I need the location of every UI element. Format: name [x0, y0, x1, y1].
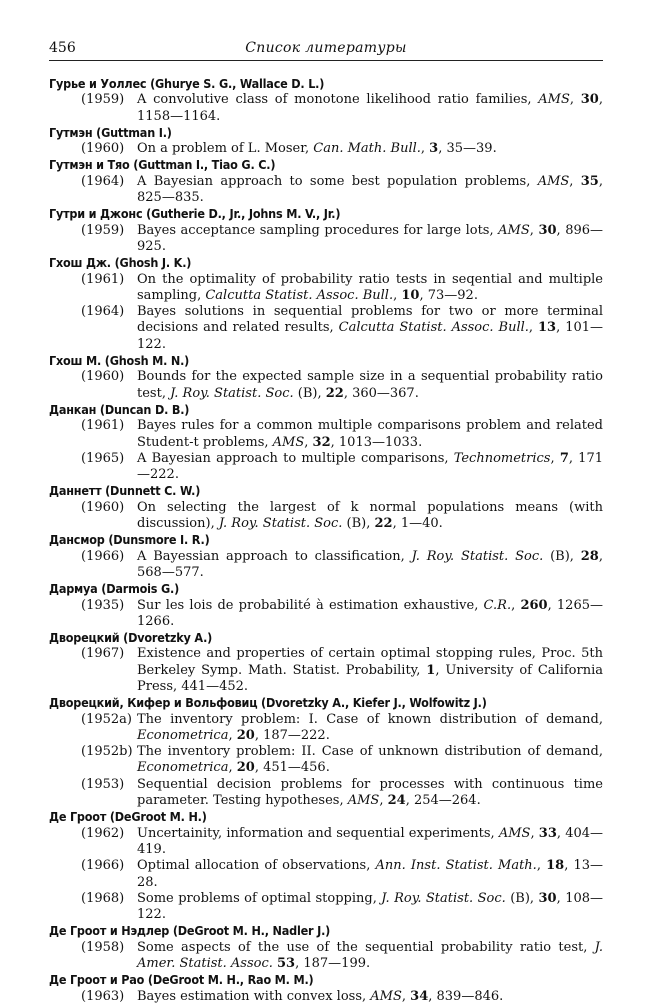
entry-separator: , [228, 760, 237, 776]
entry-pages: , 360—367. [343, 385, 419, 401]
entry-title: Some aspects of the use of the sequential probability ratio test, [137, 939, 595, 955]
entry-pages: , 1013—1033. [330, 434, 423, 450]
reference-author: Де Гроот (DeGroot M. H.) [49, 809, 207, 825]
entry-venue: Ann. Inst. Statist. Math. [375, 858, 537, 874]
entry-pages: , 451—456. [254, 760, 330, 776]
reference-entry [49, 598, 603, 631]
reference-author: Де Гроот и Нэдлер (DeGroot M. H., Nadler J.) [49, 923, 331, 939]
entry-year: (1961) [81, 271, 125, 287]
reference-block [49, 402, 603, 483]
entry-pages: , 171—222. [137, 450, 603, 483]
entry-year: (1958) [81, 939, 125, 955]
page-header [49, 38, 603, 61]
entry-pages: , 35—39. [438, 141, 497, 157]
entry-title: A convolutive class of monotone likelihood ratio families, [137, 92, 539, 108]
entry-year: (1965) [81, 450, 125, 466]
entry-pages: , 254—264. [405, 793, 481, 809]
entry-year: (1952a) [81, 711, 132, 727]
reference-entry [49, 549, 603, 582]
entry-venue: J. Roy. Statist. Soc. [381, 890, 506, 906]
entry-year: (1959) [81, 222, 125, 238]
entry-separator: , [393, 287, 402, 303]
entry-pages: , 839—846. [428, 988, 504, 1004]
entry-venue: C.R. [483, 597, 512, 613]
entry-venue: Calcutta Statist. Assoc. Bull. [338, 320, 529, 336]
reference-entry [49, 141, 603, 157]
entry-title: Some problems of optimal stopping, [137, 890, 382, 906]
reference-author: Гхош Дж. (Ghosh J. K.) [49, 255, 192, 271]
entry-pages: , 825—835. [137, 173, 603, 206]
reference-author: Дворецкий (Dvoretzky A.) [49, 630, 213, 646]
reference-author: Гхош М. (Ghosh M. N.) [49, 353, 190, 369]
reference-block [49, 581, 603, 630]
entry-volume: 34 [410, 988, 429, 1004]
entry-volume: 33 [538, 825, 557, 841]
entry-separator: , [528, 320, 538, 336]
reference-entry [49, 646, 603, 695]
entry-volume: 24 [387, 793, 406, 809]
entry-separator: , [420, 141, 430, 157]
entry-separator: , [511, 597, 521, 613]
reference-entry [49, 940, 603, 973]
reference-entry [49, 858, 603, 891]
entry-year: (1964) [81, 304, 125, 320]
entry-volume: 53 [277, 956, 296, 972]
entry-separator: (B), [543, 548, 581, 564]
entry-year: (1935) [81, 597, 125, 613]
entry-separator: , [401, 988, 411, 1004]
entry-year: (1963) [81, 988, 125, 1004]
reference-entry [49, 272, 603, 305]
reference-entry [49, 744, 603, 777]
entry-volume: 20 [236, 760, 255, 776]
reference-entry [49, 174, 603, 207]
entry-title: Bayes acceptance sampling procedures for large lots, [137, 222, 499, 238]
entry-venue: J. Amer. Statist. Assoc. [137, 939, 603, 972]
entry-separator: , [379, 793, 388, 809]
entry-year: (1967) [81, 646, 125, 662]
entry-volume: 20 [236, 727, 255, 743]
entry-year: (1960) [81, 499, 125, 515]
reference-entry [49, 989, 603, 1005]
entry-title: On the optimality of probability ratio tests in seqential and multiple sampling, [137, 271, 603, 303]
page-number: 456 [49, 40, 76, 56]
entry-separator: , [550, 450, 560, 466]
entry-separator: , [304, 434, 313, 450]
entry-title: Bayes solutions in sequential problems for two or more terminal decisions and related results, [137, 304, 603, 336]
entry-venue: Econometrica [137, 727, 229, 743]
entry-pages: , 187—222. [254, 727, 330, 743]
reference-block [49, 532, 603, 581]
entry-volume: 1 [426, 662, 436, 678]
entry-pages: , 568—577. [137, 548, 603, 580]
entry-title: Bayes rules for a common multiple comparisons problem and related Student-t problems, [137, 418, 603, 450]
reference-entry [49, 826, 603, 859]
entry-venue: AMS [272, 434, 305, 450]
entry-venue: AMS [370, 988, 402, 1004]
entry-year: (1959) [81, 92, 125, 108]
entry-separator: , [529, 222, 539, 238]
entry-venue: Calcutta Statist. Assoc. Bull. [205, 287, 394, 303]
reference-entry [49, 451, 603, 484]
entry-year: (1952b) [81, 744, 133, 760]
entry-volume: 30 [538, 890, 557, 906]
reference-block [49, 206, 603, 255]
entry-volume: 13 [538, 320, 557, 336]
entry-pages: , 1158—1164. [137, 92, 603, 124]
reference-block [49, 923, 603, 972]
entry-venue: J. Roy. Statist. Soc. [411, 548, 544, 564]
entry-title: A Bayesian approach to some best population problems, [137, 173, 538, 189]
entry-pages: , 101—122. [137, 320, 604, 352]
entry-separator: , [228, 727, 237, 743]
entry-volume: 22 [325, 385, 344, 401]
reference-author: Гутмэн и Тяо (Guttman I., Tiao G. C.) [49, 157, 276, 173]
entry-pages: , 1—40. [392, 516, 443, 532]
reference-block [49, 972, 603, 1005]
entry-venue: AMS [538, 92, 570, 108]
entry-title: A Bayesian approach to multiple comparisons, [137, 450, 454, 466]
entry-volume: 35 [580, 173, 599, 189]
entry-pages: , 896—925. [137, 222, 604, 254]
reference-block [49, 157, 603, 206]
entry-volume: 28 [580, 548, 599, 564]
reference-entry [49, 712, 603, 745]
entry-year: (1953) [81, 776, 125, 792]
entry-title: Bayes estimation with convex loss, [137, 988, 371, 1004]
reference-entry [49, 92, 603, 125]
entry-volume: 22 [374, 516, 393, 532]
entry-title: Bounds for the expected sample size in a sequential probability ratio test, [137, 369, 603, 401]
reference-block [49, 353, 603, 402]
reference-author: Гурье и Уоллес (Ghurye S. G., Wallace D. L.) [49, 76, 325, 91]
reference-entry [49, 223, 603, 256]
reference-author: Гутри и Джонс (Gutherie D., Jr., Johns M. V., Jr.) [49, 206, 341, 222]
reference-entry [49, 418, 603, 451]
entry-year: (1960) [81, 369, 125, 385]
reference-block [49, 483, 603, 532]
reference-block [49, 125, 603, 158]
reference-entry [49, 304, 603, 353]
entry-venue: Can. Math. Bull. [313, 141, 421, 157]
entry-volume: 7 [559, 450, 569, 466]
entry-venue: AMS [498, 825, 531, 841]
running-title: Список литературы [245, 40, 407, 56]
reference-author: Дансмор (Dunsmore I. R.) [49, 532, 210, 548]
entry-year: (1961) [81, 418, 125, 434]
entry-year: (1962) [81, 825, 125, 841]
reference-block [49, 809, 603, 923]
reference-author: Гутмэн (Guttman I.) [49, 124, 172, 140]
entry-year: (1968) [81, 890, 125, 906]
reference-block [49, 695, 603, 809]
entry-title: Uncertainity, information and sequential experiments, [137, 825, 499, 841]
entry-pages: , University of California Press, 441—452. [137, 662, 603, 694]
entry-year: (1960) [81, 141, 125, 157]
entry-volume: 30 [580, 92, 599, 108]
entry-separator: , [569, 92, 581, 108]
entry-pages: , 1265—1266. [137, 597, 604, 629]
entry-title: The inventory problem: I. Case of known distribution of demand, [137, 711, 603, 727]
entry-venue: J. Roy. Statist. Soc. [218, 516, 343, 532]
entry-year: (1966) [81, 548, 125, 564]
entry-volume: 18 [546, 858, 565, 874]
reference-block [49, 76, 603, 125]
reference-block [49, 255, 603, 353]
entry-year: (1964) [81, 173, 125, 189]
reference-author: Дворецкий, Кифер и Вольфовиц (Dvoretzky A., Kiefer J., Wolfowitz J.) [49, 695, 487, 711]
reference-block [49, 630, 603, 695]
entry-separator: (B), [505, 890, 539, 906]
reference-entry [49, 891, 603, 924]
entry-venue: Technometrics [453, 450, 551, 466]
reference-author: Данкан (Duncan D. B.) [49, 401, 190, 417]
entry-venue: AMS [537, 173, 570, 189]
entry-volume: 10 [401, 287, 420, 303]
reference-entry [49, 777, 603, 810]
entry-pages: , 404—419. [137, 825, 604, 857]
entry-venue: AMS [347, 793, 380, 809]
entry-volume: 3 [429, 141, 439, 157]
entry-venue: AMS [498, 222, 530, 238]
entry-title: Optimal allocation of observations, [137, 858, 376, 874]
entry-pages: , 73—92. [419, 287, 478, 303]
reference-list [49, 76, 603, 1005]
entry-pages: , 187—199. [295, 956, 371, 972]
entry-pages: , 13—28. [137, 858, 604, 890]
entry-volume: 32 [312, 434, 331, 450]
reference-entry [49, 369, 603, 402]
entry-title: A Bayessian approach to classification, [137, 548, 412, 564]
entry-title: The inventory problem: II. Case of unknown distribution of demand, [137, 744, 603, 760]
entry-separator: (B), [342, 516, 375, 532]
entry-volume: 260 [520, 597, 548, 613]
reference-author: Даннетт (Dunnett C. W.) [49, 483, 201, 499]
entry-pages: , 108—122. [137, 890, 604, 923]
entry-title: Sequential decision problems for processes with continuous time parameter. Testing hypotheses, [137, 776, 603, 809]
entry-separator: , [530, 825, 539, 841]
entry-separator: (B), [293, 385, 326, 401]
entry-year: (1966) [81, 858, 125, 874]
entry-venue: J. Roy. Statist. Soc. [170, 385, 294, 401]
entry-title: Sur les lois de probabilité à estimation exhaustive, [137, 597, 484, 613]
reference-entry [49, 500, 603, 533]
entry-volume: 30 [538, 222, 557, 238]
entry-title: Existence and properties of certain optimal stopping rules, Proc. 5th Berkeley Symp. Math. Statist. Probability, [137, 646, 603, 678]
entry-venue: Econometrica [137, 760, 229, 776]
reference-author: Де Гроот и Рао (DeGroot M. H., Rao M. M.) [49, 972, 314, 988]
entry-title: On selecting the largest of k normal populations means (with discussion), [137, 499, 603, 532]
entry-separator: , [569, 173, 581, 189]
entry-title: On a problem of L. Moser, [137, 141, 314, 157]
entry-separator: , [536, 858, 547, 874]
reference-author: Дармуа (Darmois G.) [49, 581, 180, 597]
